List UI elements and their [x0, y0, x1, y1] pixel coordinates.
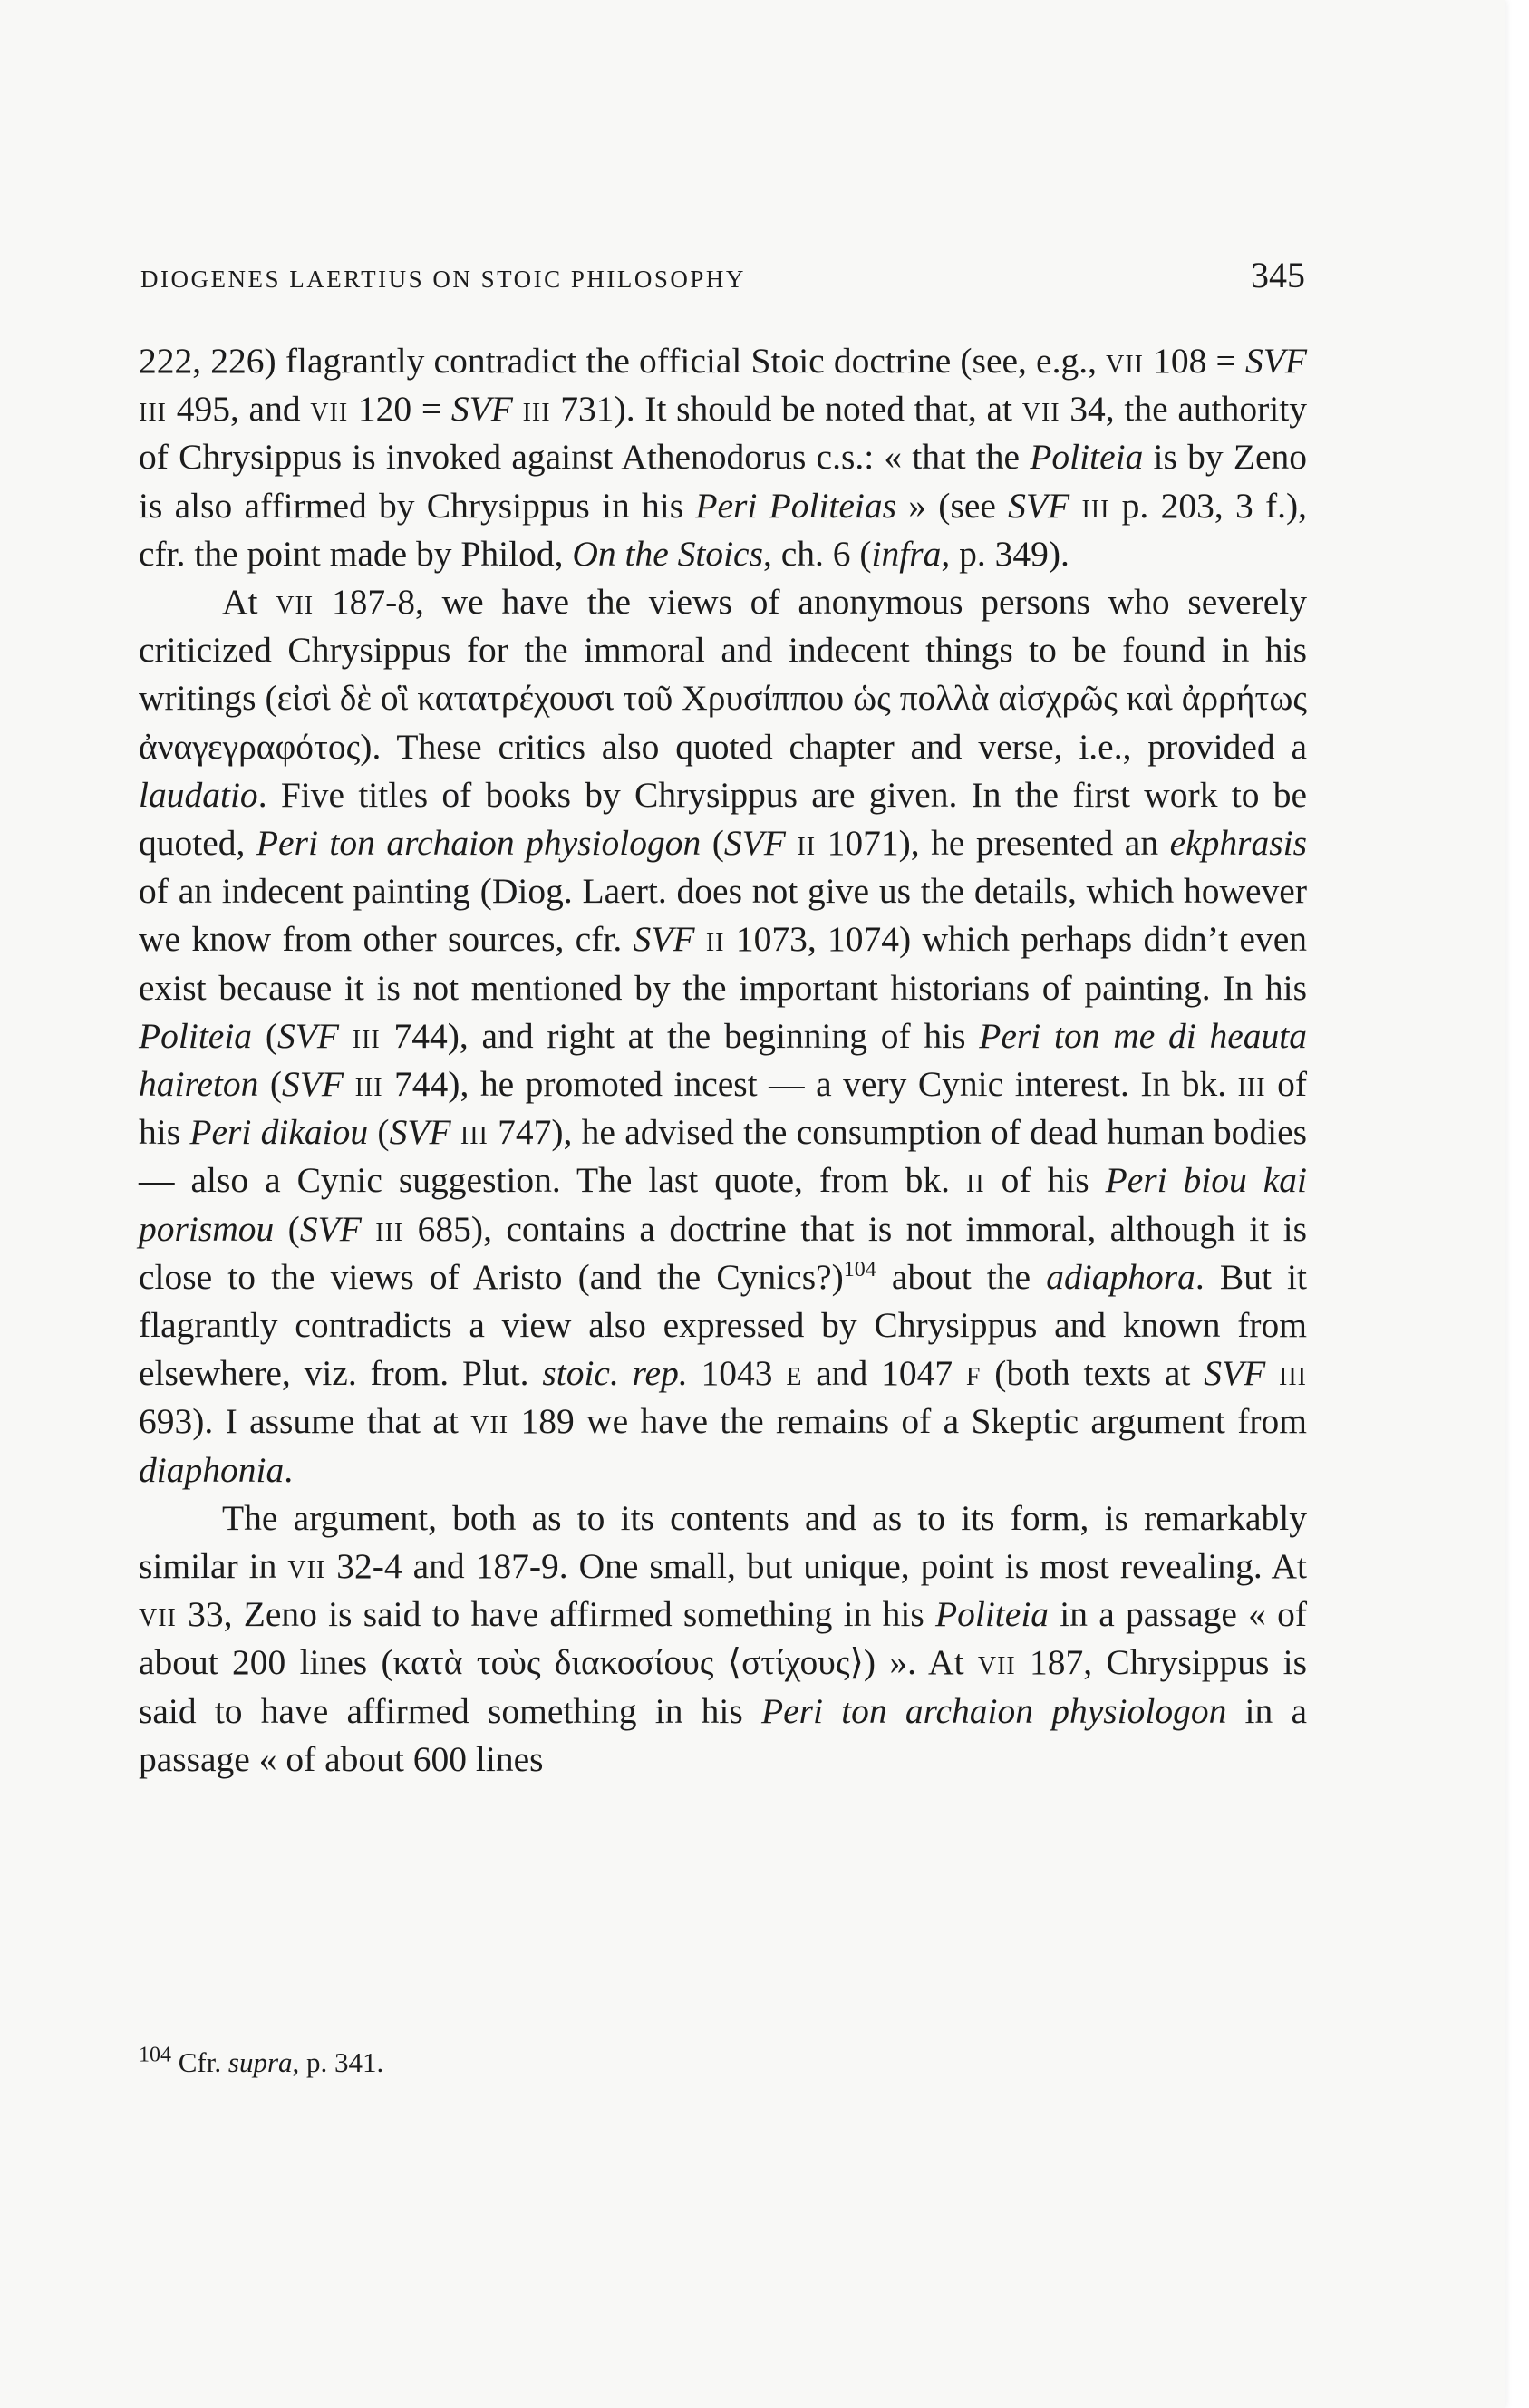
small-caps-run: vii — [1021, 389, 1060, 430]
footnote-104 — [139, 2043, 1307, 2079]
italic-run: SVF — [1008, 485, 1070, 526]
small-caps-run: vii — [977, 1642, 1016, 1683]
small-caps-run: iii — [354, 1064, 383, 1105]
text-run: of his — [139, 1064, 1307, 1153]
footnote-number: 104 — [139, 2043, 171, 2067]
text-run — [786, 823, 798, 863]
small-caps-run: vii — [139, 1594, 177, 1635]
small-caps-run: f — [965, 1353, 982, 1394]
text-run: 1043 — [687, 1353, 787, 1394]
footnote-reference: 104 — [843, 1257, 876, 1281]
small-caps-run: iii — [460, 1112, 489, 1153]
text-run: in a passage « of about 600 lines — [139, 1690, 1308, 1779]
italic-run: SVF — [450, 389, 513, 430]
small-caps-run: ii — [705, 919, 725, 960]
text-run — [344, 1064, 355, 1104]
italic-run: Peri biou kai porismou — [139, 1160, 1308, 1249]
italic-run: Politeia — [1030, 437, 1144, 478]
italic-run: Peri ton archaion physiologon — [760, 1690, 1227, 1731]
italic-run: On the Stoics — [572, 533, 763, 574]
text-run: ( — [252, 1015, 277, 1056]
text-run: . — [284, 1449, 294, 1490]
text-run: ( — [368, 1112, 390, 1153]
text-run: . But it flagrantly contradicts a view also expressed by Chrysippus and known from elsewhere, viz. from. Plut. — [139, 1256, 1308, 1394]
small-caps-run: vii — [276, 582, 315, 623]
page-number: 345 — [1251, 255, 1305, 295]
text-run: 32-4 and 187-9. One small, but unique, point is most revealing. At — [325, 1546, 1307, 1587]
text-run: 731). It should be noted that, at — [550, 389, 1022, 430]
text-run: 1071), he presented an — [816, 823, 1170, 864]
paragraph-3 — [139, 1494, 1307, 1784]
italic-run: Peri ton archaion physiologon — [256, 823, 702, 864]
italic-run: SVF — [389, 1112, 451, 1153]
paragraph-2 — [139, 578, 1307, 1494]
text-run: 1073, 1074) which perhaps didn’t even exist because it is not mentioned by the important historians of painting. In his — [139, 919, 1307, 1008]
italic-run: Peri dikaiou — [189, 1112, 369, 1153]
italic-run: laudatio — [139, 774, 258, 815]
text-run: is by Zeno is also affirmed by Chrysippus in his — [139, 437, 1307, 526]
text-run — [513, 389, 523, 429]
text-run: 120 = — [348, 389, 451, 430]
text-run: of his — [984, 1160, 1106, 1201]
small-caps-run: e — [786, 1353, 803, 1394]
text-run: 187-8, we have the views of anonymous persons who severely criticized Chrysippus for the immoral and indecent things to be found in his writings (εἰσὶ δὲ οἳ κατατρέχουσι τοῦ Χρυσίππου ὡς πολλὰ αἰσχρῶς καὶ ἀρρήτως ἀναγεγραφότος). These critics also quoted chapter and verse, i.e., provided a — [139, 582, 1307, 767]
small-caps-run: ii — [965, 1160, 985, 1201]
text-run: and 1047 — [802, 1353, 966, 1394]
small-caps-run: vii — [287, 1546, 326, 1587]
small-caps-run: iii — [375, 1208, 404, 1249]
italic-run: diaphonia — [139, 1449, 285, 1490]
body-text — [139, 337, 1307, 1784]
italic-run: SVF — [282, 1064, 344, 1105]
small-caps-run: iii — [139, 389, 167, 430]
text-run — [1069, 486, 1081, 526]
small-caps-run: iii — [1081, 485, 1110, 526]
italic-run: Peri Politeias — [695, 485, 897, 526]
text-run: 495, and — [166, 389, 311, 430]
text-run: (both texts at — [981, 1353, 1205, 1394]
italic-run: ekphrasis — [1169, 823, 1307, 864]
text-run: 108 = — [1143, 341, 1245, 381]
text-run — [451, 1112, 460, 1152]
text-run: 693). I assume that at — [139, 1401, 471, 1442]
small-caps-run: iii — [352, 1015, 381, 1056]
text-run — [339, 1016, 353, 1056]
italic-run: SVF — [723, 823, 786, 864]
italic-run: SVF — [1244, 341, 1307, 381]
text-run: ( — [701, 823, 724, 864]
text-run: p. 203, 3 f.), cfr. the point made by Philod, — [139, 485, 1308, 574]
small-caps-run: ii — [797, 823, 817, 864]
small-caps-run: iii — [1237, 1064, 1266, 1105]
italic-run: Politeia — [139, 1015, 253, 1056]
italic-run: SVF — [299, 1208, 362, 1249]
small-caps-run: vii — [310, 389, 349, 430]
text-run: . Five titles of books by Chrysippus are given. In the first work to be quoted, — [139, 774, 1307, 864]
running-head: DIOGENES LAERTIUS ON STOIC PHILOSOPHY — [140, 266, 746, 293]
footnote-text-before: Cfr. — [171, 2046, 228, 2078]
small-caps-run: iii — [1279, 1353, 1308, 1394]
text-run: in a passage « of about 200 lines (κατὰ τοὺς διακοσίους ⟨στίχους⟩) ». At — [139, 1594, 1307, 1683]
italic-run: infra — [871, 533, 942, 574]
text-run: 222, 226) flagrantly contradict the official Stoic doctrine (see, e.g., — [139, 341, 1107, 381]
text-run — [1265, 1353, 1279, 1393]
italic-run: SVF — [1204, 1353, 1266, 1394]
italic-run: SVF — [276, 1015, 339, 1056]
text-run: of an indecent painting (Diog. Laert. does not give us the details, which however we know from other sources, cfr. — [139, 871, 1307, 960]
paragraph-1 — [139, 337, 1307, 578]
text-run: » (see — [896, 485, 1009, 526]
text-run: 747), he advised the consumption of dead human bodies — also a Cynic suggestion. The last quote, from bk. — [139, 1112, 1307, 1201]
small-caps-run: vii — [470, 1401, 509, 1442]
text-run — [695, 919, 706, 959]
text-run: 187, Chrysippus is said to have affirmed something in his — [139, 1642, 1307, 1731]
text-run: At — [222, 582, 276, 623]
text-run: , p. 349). — [941, 533, 1069, 574]
text-run: The argument, both as to its contents and as to its form, is remarkably similar in — [139, 1497, 1307, 1587]
text-run: 685), contains a doctrine that is not immoral, although it is close to the views of Aristo (and the Cynics?) — [139, 1208, 1307, 1297]
text-run: 33, Zeno is said to have affirmed something in his — [176, 1594, 935, 1635]
text-run: about the — [876, 1256, 1047, 1297]
text-run — [362, 1209, 375, 1249]
small-caps-run: iii — [522, 389, 551, 430]
text-run: 189 we have the remains of a Skeptic argument from — [508, 1401, 1307, 1442]
footnote-text-after: , p. 341. — [292, 2046, 384, 2078]
text-run: ( — [258, 1064, 283, 1105]
page-header — [140, 254, 1305, 296]
text-run: 34, the authority of Chrysippus is invoked against Athenodorus c.s.: « that the — [139, 389, 1307, 478]
italic-run: Peri ton me di heauta haireton — [139, 1015, 1308, 1105]
italic-run: Politeia — [934, 1594, 1050, 1635]
text-run: ( — [274, 1208, 300, 1249]
text-run: 744), and right at the beginning of his — [380, 1015, 980, 1056]
text-run: 744), he promoted incest — a very Cynic interest. In bk. — [382, 1064, 1238, 1105]
italic-run: adiaphora — [1046, 1256, 1195, 1297]
italic-run: stoic. rep. — [542, 1353, 688, 1394]
italic-run: SVF — [633, 919, 695, 960]
small-caps-run: vii — [1106, 341, 1144, 381]
text-run: , ch. 6 ( — [762, 533, 872, 574]
footnote-text-italic: supra — [227, 2046, 293, 2078]
